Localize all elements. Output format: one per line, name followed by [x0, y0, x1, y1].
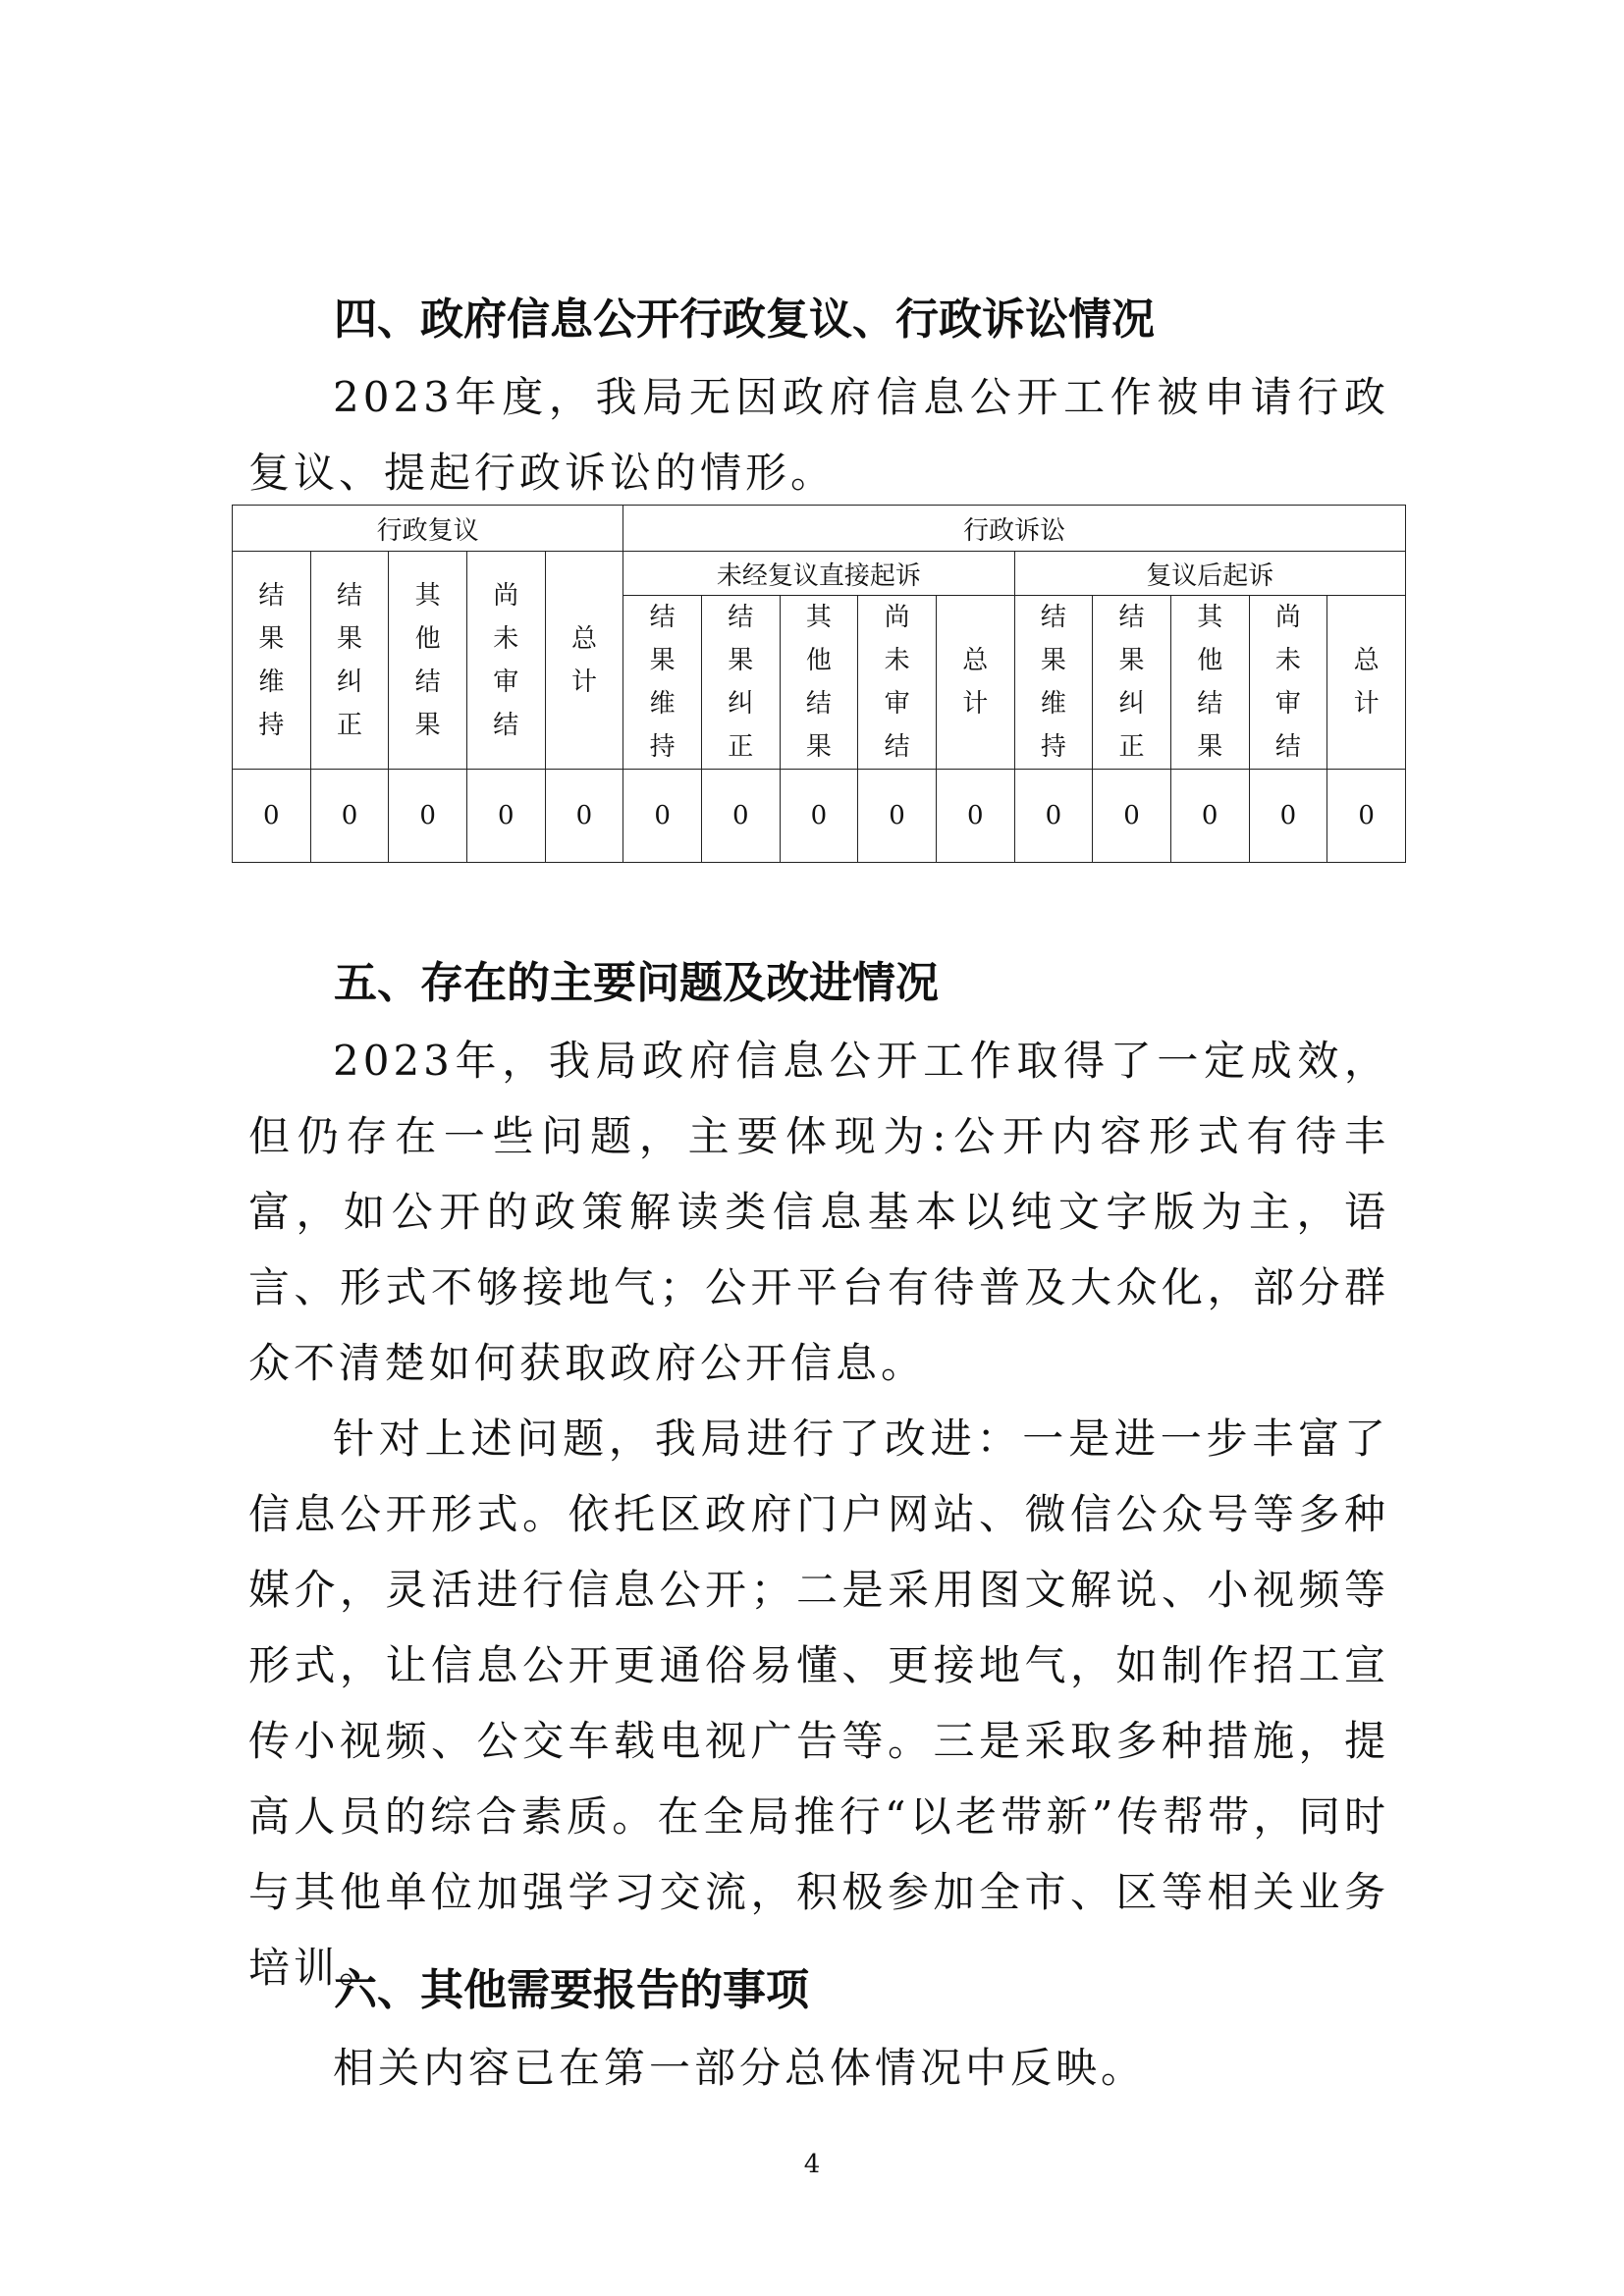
value-cell: 0: [858, 770, 937, 863]
value-cell: 0: [1327, 770, 1406, 863]
value-cell: 0: [310, 770, 389, 863]
col-direct-other-result: 其 他 结 果: [780, 596, 858, 770]
page-number: 4: [803, 2150, 821, 2179]
value-cell: 0: [389, 770, 467, 863]
col-review-total: 总 计: [545, 552, 623, 770]
value-cell: 0: [1014, 770, 1093, 863]
header-lawsuit-after-review: 复议后起诉: [1014, 552, 1405, 596]
col-review-other-result: 其 他 结 果: [389, 552, 467, 770]
section-6-paragraph: 相关内容已在第一部分总体情况中反映。: [333, 2044, 1147, 2092]
col-direct-result-upheld: 结 果 维 持: [623, 596, 702, 770]
value-cell: 0: [1249, 770, 1327, 863]
section-5-paragraph-2: 针对上述问题，我局进行了改进：一是进一步丰富了信息公开形式。依托区政府门户网站、微信公众号等多种媒介，灵活进行信息公开；二是采用图文解说、小视频等形式，让信息公开更通俗易懂、更接地气，如制作招工宣传小视频、公交车载电视广告等。三是采取多种措施，提高人员的综合素质。在全局推行“以老带新”传帮带，同时与其他单位加强学习交流，积极参加全市、区等相关业务培训。: [248, 1415, 1389, 1992]
col-review-result-upheld: 结 果 维 持: [233, 552, 311, 770]
col-direct-total: 总 计: [936, 596, 1014, 770]
col-after-result-upheld: 结 果 维 持: [1014, 596, 1093, 770]
col-review-pending: 尚 未 审 结: [466, 552, 545, 770]
value-cell: 0: [233, 770, 311, 863]
col-review-result-corrected: 结 果 纠 正: [310, 552, 389, 770]
value-cell: 0: [623, 770, 702, 863]
value-cell: 0: [1170, 770, 1249, 863]
col-after-total: 总 计: [1327, 596, 1406, 770]
col-after-pending: 尚 未 审 结: [1249, 596, 1327, 770]
section-6-heading: 六、其他需要报告的事项: [334, 1965, 809, 2015]
section-5-heading: 五、存在的主要问题及改进情况: [334, 958, 939, 1008]
header-direct-lawsuit: 未经复议直接起诉: [623, 552, 1014, 596]
header-administrative-litigation: 行政诉讼: [623, 506, 1406, 552]
col-after-other-result: 其 他 结 果: [1170, 596, 1249, 770]
litigation-review-table: [232, 505, 1406, 863]
header-administrative-review: 行政复议: [233, 506, 623, 552]
col-after-result-corrected: 结 果 纠 正: [1093, 596, 1171, 770]
value-cell: 0: [466, 770, 545, 863]
col-direct-result-corrected: 结 果 纠 正: [701, 596, 780, 770]
value-cell: 0: [780, 770, 858, 863]
value-cell: 0: [1093, 770, 1171, 863]
section-5-paragraph-1: 2023年，我局政府信息公开工作取得了一定成效，但仍存在一些问题，主要体现为:公开内容形式有待丰富，如公开的政策解读类信息基本以纯文字版为主，语言、形式不够接地气；公开平台有待普及大众化，部分群众不清楚如何获取政府公开信息。: [248, 1037, 1389, 1387]
section-4-heading: 四、政府信息公开行政复议、行政诉讼情况: [334, 294, 1155, 345]
col-direct-pending: 尚 未 审 结: [858, 596, 937, 770]
value-cell: 0: [936, 770, 1014, 863]
value-cell: 0: [545, 770, 623, 863]
value-cell: 0: [701, 770, 780, 863]
section-4-paragraph: 2023年度，我局无因政府信息公开工作被申请行政复议、提起行政诉讼的情形。: [248, 373, 1389, 497]
